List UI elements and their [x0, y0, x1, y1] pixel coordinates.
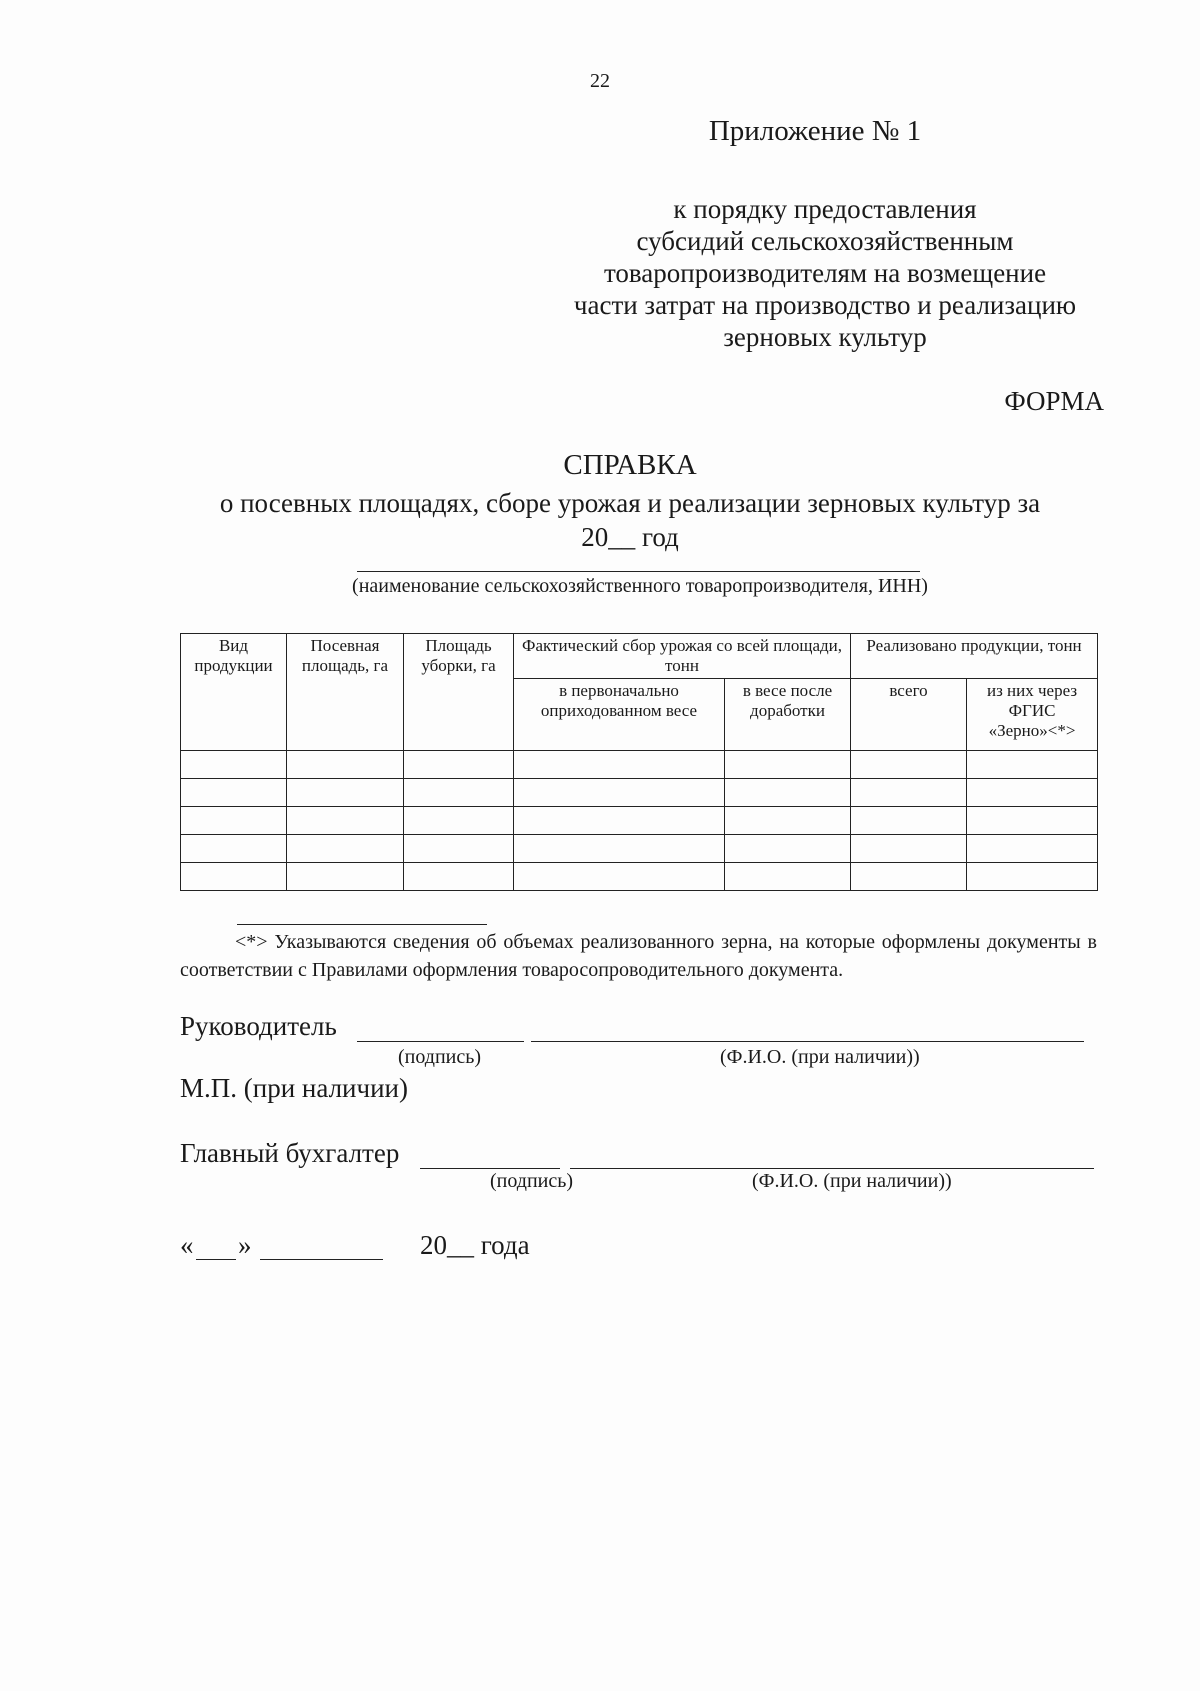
table-cell[interactable] — [851, 807, 967, 835]
head-label: Руководитель — [180, 1011, 337, 1041]
accountant-name-field[interactable] — [570, 1168, 1094, 1169]
header-actual-harvest: Фактический сбор урожая со всей площади, тонн — [514, 634, 851, 679]
table-cell[interactable] — [287, 807, 404, 835]
table-cell[interactable] — [287, 835, 404, 863]
org-name-caption: (наименование сельскохозяйственного товаропроизводителя, ИНН) — [352, 575, 928, 597]
header-harvest-area: Площадь уборки, га — [404, 634, 514, 751]
table-cell[interactable] — [725, 779, 851, 807]
table-cell[interactable] — [181, 807, 287, 835]
appendix-line: субсидий сельскохозяйственным — [636, 226, 1014, 256]
table-cell[interactable] — [404, 779, 514, 807]
header-after-processing: в весе после доработки — [725, 679, 851, 751]
document-title: СПРАВКА — [563, 449, 697, 481]
table-cell[interactable] — [967, 807, 1098, 835]
date-day-field[interactable] — [196, 1259, 236, 1260]
accountant-name-caption: (Ф.И.О. (при наличии)) — [752, 1170, 952, 1192]
header-sold-total: всего — [851, 679, 967, 751]
appendix-line: к порядку предоставления — [673, 194, 977, 224]
document-subtitle — [150, 486, 1110, 554]
table-cell[interactable] — [287, 751, 404, 779]
table-cell[interactable] — [514, 863, 725, 891]
table-cell[interactable] — [514, 751, 725, 779]
accountant-signature-caption: (подпись) — [490, 1170, 574, 1192]
table-cell[interactable] — [181, 779, 287, 807]
stamp-label: М.П. (при наличии) — [180, 1073, 408, 1103]
appendix-line: зерновых культур — [723, 322, 927, 352]
table-cell[interactable] — [967, 779, 1098, 807]
table-row — [181, 863, 1098, 891]
table-cell[interactable] — [404, 751, 514, 779]
footnote: <*> Указываются сведения об объемах реализованного зерна, на которые оформлены документы в соответствии с Правилами оформления товаросопроводительного документа. — [180, 931, 1097, 981]
table-row — [181, 807, 1098, 835]
header-sown-area: Посевная площадь, га — [287, 634, 404, 751]
table-cell[interactable] — [404, 863, 514, 891]
table-cell[interactable] — [725, 863, 851, 891]
head-name-caption: (Ф.И.О. (при наличии)) — [720, 1046, 920, 1068]
subtitle-year: 20__ год — [581, 522, 679, 552]
head-signature-field[interactable] — [357, 1041, 524, 1042]
form-label: ФОРМА — [1004, 386, 1104, 416]
table-cell[interactable] — [287, 863, 404, 891]
accountant-signature-field[interactable] — [420, 1168, 560, 1169]
appendix-title: Приложение № 1 — [708, 115, 922, 147]
head-name-field[interactable] — [531, 1041, 1084, 1042]
header-sold: Реализовано продукции, тонн — [851, 634, 1098, 679]
date-open-quote: « — [180, 1230, 194, 1260]
footnote-separator — [237, 924, 487, 925]
table-cell[interactable] — [514, 807, 725, 835]
header-via-fgis: из них через ФГИС «Зерно»<*> — [967, 679, 1098, 751]
date-month-field[interactable] — [260, 1259, 383, 1260]
table-cell[interactable] — [181, 863, 287, 891]
table-cell[interactable] — [725, 751, 851, 779]
table-cell[interactable] — [181, 835, 287, 863]
table-row — [181, 779, 1098, 807]
org-name-field[interactable] — [357, 571, 920, 572]
table-cell[interactable] — [514, 835, 725, 863]
table-row — [181, 835, 1098, 863]
date-year-text: 20__ года — [420, 1230, 530, 1260]
table-cell[interactable] — [725, 835, 851, 863]
table-cell[interactable] — [851, 835, 967, 863]
table-cell[interactable] — [851, 863, 967, 891]
table-cell[interactable] — [967, 863, 1098, 891]
subtitle-line: о посевных площадях, сборе урожая и реализации зерновых культур за — [219, 488, 1041, 518]
appendix-line: товаропроизводителям на возмещение — [603, 258, 1047, 288]
date-close-quote: » — [238, 1230, 252, 1260]
table-row — [181, 751, 1098, 779]
harvest-table — [180, 633, 1098, 891]
appendix-reference — [540, 193, 1110, 353]
table-cell[interactable] — [851, 779, 967, 807]
table-cell[interactable] — [967, 751, 1098, 779]
accountant-label: Главный бухгалтер — [180, 1138, 400, 1168]
table-cell[interactable] — [287, 779, 404, 807]
table-cell[interactable] — [404, 807, 514, 835]
table-cell[interactable] — [967, 835, 1098, 863]
table-cell[interactable] — [181, 751, 287, 779]
table-cell[interactable] — [514, 779, 725, 807]
table-cell[interactable] — [851, 751, 967, 779]
table-cell[interactable] — [725, 807, 851, 835]
page-number: 22 — [590, 70, 610, 92]
head-signature-caption: (подпись) — [398, 1046, 482, 1068]
appendix-line: части затрат на производство и реализацию — [573, 290, 1077, 320]
header-product-type: Вид продукции — [181, 634, 287, 751]
header-initial-weight: в первоначально оприходованном весе — [514, 679, 725, 751]
table-cell[interactable] — [404, 835, 514, 863]
